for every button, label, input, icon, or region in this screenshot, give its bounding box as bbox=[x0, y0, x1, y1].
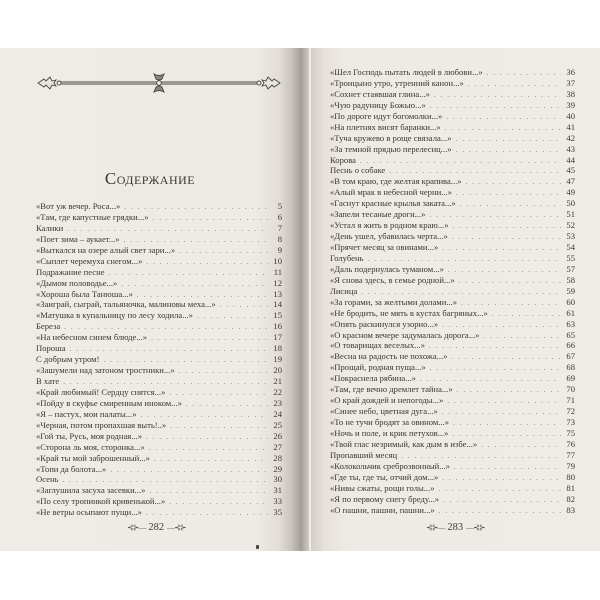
toc-entry-title: «Прячет месяц за овинами...» bbox=[330, 242, 439, 252]
folio-ornament-icon: —⊰⊱ bbox=[466, 523, 485, 532]
toc-entry bbox=[36, 398, 282, 409]
toc-entry bbox=[330, 319, 575, 330]
dot-leader bbox=[109, 268, 268, 279]
toc-entry-page: 25 bbox=[273, 419, 282, 430]
toc-entry-page: 30 bbox=[273, 474, 282, 485]
toc-entry bbox=[330, 67, 575, 78]
page-number: 283 bbox=[447, 522, 464, 533]
toc-entry-page: 40 bbox=[566, 110, 575, 121]
toc-entry bbox=[36, 289, 282, 300]
toc-entry-title: «Не бродить, не мять в кустах багряных...» bbox=[330, 307, 488, 318]
open-book bbox=[0, 48, 600, 551]
toc-entry-page: 79 bbox=[566, 460, 575, 471]
toc-entry bbox=[330, 231, 575, 242]
right-page bbox=[300, 48, 600, 551]
toc-entry-title: Подражание песне bbox=[36, 266, 105, 277]
toc-entry bbox=[36, 278, 282, 289]
toc-entry-title: «Край любимый! Сердцу снятся...» bbox=[36, 386, 166, 397]
toc-entry bbox=[330, 78, 575, 89]
toc-entry-title: «В том краю, где желтая крапива...» bbox=[330, 176, 462, 187]
decorative-divider-icon bbox=[36, 72, 282, 94]
toc-entry-title: «Край ты мой заброшенный...» bbox=[36, 452, 150, 463]
dot-leader bbox=[454, 462, 561, 473]
toc-entry-page: 68 bbox=[566, 362, 575, 373]
toc-entry bbox=[330, 176, 575, 187]
toc-entry-page: 17 bbox=[273, 332, 282, 343]
toc-entry bbox=[36, 507, 282, 518]
toc-entry-title: «Вот уж вечер. Роса...» bbox=[36, 201, 121, 211]
dot-leader bbox=[492, 309, 561, 320]
toc-entry bbox=[36, 223, 282, 234]
toc-entry bbox=[330, 198, 575, 209]
toc-entry-title: «За горами, за желтыми долами...» bbox=[330, 296, 458, 307]
toc-entry bbox=[36, 442, 282, 453]
toc-entry-page: 59 bbox=[566, 285, 575, 296]
toc-entry-title: «То не тучи бродят за овином...» bbox=[330, 417, 450, 427]
toc-entry-title: «Не ветры осыпают пущи...» bbox=[36, 507, 142, 518]
toc-entry-title: «Матушка в купальницу по лесу ходила...» bbox=[36, 310, 193, 321]
toc-entry bbox=[330, 384, 575, 395]
toc-entry-title: «Там, где капустные грядки...» bbox=[36, 211, 149, 222]
folio-ornament-icon: ⊰⊱— bbox=[426, 523, 445, 532]
toc-entry bbox=[330, 297, 575, 308]
toc-entry-page: 9 bbox=[277, 244, 282, 255]
dot-leader bbox=[179, 366, 268, 377]
toc-entry-page: 43 bbox=[566, 143, 575, 154]
toc-entry-title: «О товарищах веселых...» bbox=[330, 340, 425, 351]
toc-entry-page: 72 bbox=[566, 406, 575, 417]
toc-entry-page: 52 bbox=[566, 220, 575, 231]
left-page bbox=[0, 48, 300, 551]
toc-entry-title: Лисица bbox=[330, 285, 358, 296]
toc-entry-title: «Покраснела рябина...» bbox=[330, 373, 416, 384]
toc-entry-title: С добрым утром! bbox=[36, 354, 100, 365]
toc-entry bbox=[36, 365, 282, 376]
toc-entry-page: 15 bbox=[273, 310, 282, 321]
toc-entry bbox=[330, 111, 575, 122]
toc-entry-title: «Устал я жить в родном краю...» bbox=[330, 220, 449, 231]
dot-leader bbox=[459, 276, 561, 287]
toc-entry-page: 18 bbox=[273, 343, 282, 354]
toc-entry-page: 41 bbox=[566, 121, 575, 132]
dot-leader bbox=[453, 221, 561, 232]
toc-entry-page: 61 bbox=[566, 307, 575, 318]
toc-entry-title: «Ночь и поле, и крик петухов...» bbox=[330, 427, 449, 438]
dot-leader bbox=[452, 232, 561, 243]
toc-entry-title: «Колокольчик среброзвонный...» bbox=[330, 460, 450, 471]
toc-entry-page: 42 bbox=[566, 132, 575, 143]
toc-entry bbox=[330, 439, 575, 450]
toc-entry-page: 33 bbox=[273, 496, 282, 507]
dot-leader bbox=[456, 134, 561, 145]
toc-entry-title: «Там, где вечно дремлет тайна...» bbox=[330, 384, 453, 395]
dot-leader bbox=[110, 465, 268, 476]
toc-entry-title: «О пашни, пашни, пашни...» bbox=[330, 504, 435, 515]
toc-entry bbox=[36, 256, 282, 267]
toc-entry bbox=[330, 395, 575, 406]
toc-entry bbox=[330, 209, 575, 220]
toc-entry bbox=[36, 234, 282, 245]
toc-entry-page: 24 bbox=[273, 408, 282, 419]
toc-entry-page: 57 bbox=[566, 263, 575, 274]
toc-entry-page: 35 bbox=[273, 507, 282, 518]
dot-leader bbox=[457, 385, 561, 396]
dot-leader bbox=[481, 440, 561, 451]
toc-entry bbox=[36, 343, 282, 354]
toc-entry bbox=[330, 417, 575, 428]
dot-leader bbox=[429, 210, 561, 221]
dot-leader bbox=[197, 311, 268, 322]
folio-ornament-icon: —⊰⊱ bbox=[167, 523, 186, 532]
dot-leader bbox=[466, 177, 561, 188]
toc-entry-page: 63 bbox=[566, 318, 575, 329]
dot-leader bbox=[487, 68, 561, 79]
toc-entry-title: Голубень bbox=[330, 252, 364, 263]
toc-entry-page: 70 bbox=[566, 384, 575, 395]
toc-entry-title: «Зашумели над затоном тростники...» bbox=[36, 365, 175, 376]
dot-leader bbox=[451, 352, 561, 363]
dot-leader bbox=[179, 246, 268, 257]
dot-leader bbox=[149, 486, 268, 497]
toc-entry-title: «Даль подернулась туманом...» bbox=[330, 263, 444, 274]
toc-entry bbox=[330, 330, 575, 341]
dot-leader bbox=[429, 341, 561, 352]
toc-entry bbox=[36, 496, 282, 507]
page-number: 282 bbox=[148, 522, 165, 533]
dot-leader bbox=[453, 418, 561, 429]
toc-entry-title: «Хороша была Танюша...» bbox=[36, 288, 133, 299]
toc-entry-title: «Троицыно утро, утренний канон...» bbox=[330, 77, 464, 88]
toc-entry-page: 5 bbox=[277, 201, 282, 211]
toc-entry-title: «Топи да болота...» bbox=[36, 463, 107, 474]
dot-leader bbox=[430, 101, 561, 112]
toc-entry-page: 81 bbox=[566, 482, 575, 493]
toc-entry-title: Песнь о собаке bbox=[330, 165, 386, 176]
toc-entry bbox=[330, 340, 575, 351]
toc-entry bbox=[330, 428, 575, 439]
dot-leader bbox=[146, 508, 268, 519]
toc-entry-title: «Твой глас незримый, как дым в избе...» bbox=[330, 438, 478, 449]
toc-list-left bbox=[36, 201, 282, 518]
toc-entry bbox=[330, 155, 575, 166]
toc-entry-page: 82 bbox=[566, 493, 575, 504]
toc-entry bbox=[36, 409, 282, 420]
toc-entry bbox=[36, 464, 282, 475]
toc-entry bbox=[330, 100, 575, 111]
toc-entry-title: «О красном вечере задумалась дорога...» bbox=[330, 329, 480, 340]
toc-entry-page: 39 bbox=[566, 99, 575, 110]
toc-entry-title: «Запели тесаные дроги...» bbox=[330, 209, 426, 220]
toc-entry-page: 58 bbox=[566, 274, 575, 285]
toc-entry-title: «Туча кружево в роще связала...» bbox=[330, 132, 452, 143]
print-speck bbox=[256, 545, 259, 549]
toc-entry-page: 14 bbox=[273, 299, 282, 310]
dot-leader bbox=[149, 443, 268, 454]
toc-entry-title: «Дымом половодье...» bbox=[36, 277, 118, 288]
toc-entry-title: «Я по первому снегу бреду...» bbox=[330, 493, 440, 504]
toc-entry bbox=[36, 332, 282, 343]
toc-entry-page: 7 bbox=[277, 222, 282, 233]
toc-entry-page: 44 bbox=[566, 154, 575, 165]
toc-entry-title: Корова bbox=[330, 154, 356, 165]
toc-entry bbox=[36, 201, 282, 212]
toc-entry bbox=[330, 187, 575, 198]
dot-leader bbox=[439, 506, 561, 517]
toc-entry bbox=[330, 450, 575, 461]
toc-entry bbox=[330, 308, 575, 319]
toc-entry-title: «Я – пастух, мои палаты...» bbox=[36, 408, 137, 419]
toc-entry bbox=[36, 376, 282, 387]
toc-entry-title: «Сторона ль моя, сторонка...» bbox=[36, 441, 145, 452]
toc-entry-page: 65 bbox=[566, 329, 575, 340]
toc-list-right bbox=[330, 67, 575, 515]
toc-entry-page: 12 bbox=[273, 277, 282, 288]
toc-entry-page: 37 bbox=[566, 77, 575, 88]
toc-entry-page: 67 bbox=[566, 351, 575, 362]
toc-entry-page: 83 bbox=[566, 504, 575, 515]
toc-entry-page: 60 bbox=[566, 296, 575, 307]
toc-entry-page: 80 bbox=[566, 471, 575, 482]
toc-entry-title: Осень bbox=[36, 474, 59, 485]
dot-leader bbox=[445, 123, 561, 134]
toc-entry-title: «Выткался на озере алый свет зари...» bbox=[36, 244, 176, 255]
toc-entry-title: «На небесном синем блюде...» bbox=[36, 332, 148, 343]
toc-entry-page: 45 bbox=[566, 165, 575, 176]
toc-entry bbox=[36, 321, 282, 332]
dot-leader bbox=[146, 257, 268, 268]
dot-leader bbox=[456, 145, 561, 156]
dot-leader bbox=[146, 432, 268, 443]
toc-entry-page: 51 bbox=[566, 209, 575, 220]
dot-leader bbox=[154, 454, 268, 465]
folio-ornament-icon: ⊰⊱— bbox=[127, 523, 146, 532]
dot-leader bbox=[121, 279, 268, 290]
dot-leader bbox=[220, 300, 268, 311]
toc-entry-page: 10 bbox=[273, 255, 282, 266]
toc-entry bbox=[36, 431, 282, 442]
toc-entry bbox=[330, 406, 575, 417]
toc-entry-title: «Гой ты, Русь, моя родная...» bbox=[36, 430, 142, 441]
toc-entry bbox=[330, 253, 575, 264]
toc-entry bbox=[330, 122, 575, 133]
dot-leader bbox=[439, 484, 561, 495]
toc-entry-page: 53 bbox=[566, 231, 575, 242]
toc-entry bbox=[330, 362, 575, 373]
toc-entry-page: 69 bbox=[566, 373, 575, 384]
toc-entry-page: 27 bbox=[273, 441, 282, 452]
toc-entry bbox=[36, 267, 282, 278]
dot-leader bbox=[360, 156, 561, 167]
toc-entry-page: 75 bbox=[566, 427, 575, 438]
toc-entry bbox=[330, 242, 575, 253]
toc-entry-page: 36 bbox=[566, 67, 575, 77]
dot-leader bbox=[447, 396, 561, 407]
toc-entry-page: 54 bbox=[566, 242, 575, 252]
toc-entry-title: «Заиграй, сыграй, тальяночка, малиновы меха...» bbox=[36, 299, 216, 310]
dot-leader bbox=[169, 497, 268, 508]
toc-entry-title: «Где ты, где ты, отчий дом...» bbox=[330, 471, 439, 482]
toc-entry bbox=[330, 494, 575, 505]
toc-entry-title: «На плетнях висят баранки...» bbox=[330, 121, 441, 132]
toc-entry-title: «Прощай, родная пуща...» bbox=[330, 362, 426, 373]
dot-leader bbox=[446, 112, 561, 123]
toc-entry bbox=[330, 264, 575, 275]
toc-entry-page: 55 bbox=[566, 252, 575, 263]
toc-entry-page: 49 bbox=[566, 187, 575, 198]
toc-entry-page: 26 bbox=[273, 430, 282, 441]
toc-entry bbox=[330, 89, 575, 100]
toc-entry bbox=[330, 373, 575, 384]
dot-leader bbox=[483, 331, 561, 342]
toc-entry-page: 47 bbox=[566, 176, 575, 187]
toc-entry bbox=[36, 474, 282, 485]
toc-entry-title: «Я снова здесь, в семье родной...» bbox=[330, 274, 455, 285]
toc-entry bbox=[330, 165, 575, 176]
toc-entry bbox=[330, 483, 575, 494]
toc-entry-title: В хате bbox=[36, 376, 60, 386]
toc-entry bbox=[330, 133, 575, 144]
toc-entry-title: «О край дождей и непогоды...» bbox=[330, 395, 444, 406]
toc-entry-page: 23 bbox=[273, 397, 282, 408]
toc-entry-title: Калики bbox=[36, 222, 64, 233]
toc-entry-title: «Сохнет стаявшая глина...» bbox=[330, 88, 430, 99]
toc-entry-title: «Заглушила засуха засевки...» bbox=[36, 485, 146, 496]
toc-entry-title: «Чую радуницу Божью...» bbox=[330, 99, 426, 110]
dot-leader bbox=[442, 473, 561, 484]
toc-entry-page: 50 bbox=[566, 198, 575, 209]
toc-entry-title: «Пойду в скуфье смиренным иноком...» bbox=[36, 397, 182, 408]
toc-entry-title: «День ушел, убавилась черта...» bbox=[330, 231, 448, 242]
toc-entry-title: «Сыплет черемуха снегом...» bbox=[36, 255, 143, 266]
toc-entry-page: 8 bbox=[277, 233, 282, 244]
toc-entry bbox=[330, 144, 575, 155]
toc-entry-title: «Синее небо, цветная дуга...» bbox=[330, 406, 438, 417]
dot-leader bbox=[170, 421, 268, 432]
toc-entry-page: 6 bbox=[277, 211, 282, 222]
dot-leader bbox=[468, 79, 561, 90]
toc-entry-page: 22 bbox=[273, 386, 282, 397]
toc-entry-title: «Гаснут красные крылья заката...» bbox=[330, 198, 456, 209]
toc-entry-page: 38 bbox=[566, 88, 575, 99]
dot-leader bbox=[448, 265, 561, 276]
toc-entry bbox=[330, 472, 575, 483]
toc-entry-page: 76 bbox=[566, 438, 575, 449]
toc-entry-title: «Нивы сжаты, рощи голы...» bbox=[330, 482, 435, 493]
toc-entry-page: 20 bbox=[273, 365, 282, 376]
dot-leader bbox=[442, 243, 561, 254]
toc-entry-page: 31 bbox=[273, 485, 282, 496]
toc-entry bbox=[36, 212, 282, 223]
toc-entry-page: 21 bbox=[273, 376, 282, 386]
page-title: Содержание bbox=[104, 169, 196, 188]
dot-leader bbox=[443, 495, 561, 506]
toc-entry bbox=[330, 461, 575, 472]
toc-entry-title: «Алый мрак в небесной черни...» bbox=[330, 187, 452, 198]
book-spine-gutter bbox=[309, 48, 311, 551]
toc-entry-page: 73 bbox=[566, 417, 575, 427]
toc-entry bbox=[330, 351, 575, 362]
toc-entry-page: 28 bbox=[273, 452, 282, 463]
toc-entry-title: «Весна на радость не похожа...» bbox=[330, 351, 448, 362]
toc-entry-title: «За темной прядью перелесиц...» bbox=[330, 143, 452, 154]
toc-entry bbox=[36, 245, 282, 256]
dot-leader bbox=[186, 399, 268, 410]
toc-entry-page: 66 bbox=[566, 340, 575, 351]
toc-entry-page: 77 bbox=[566, 449, 575, 460]
toc-entry bbox=[330, 220, 575, 231]
dot-leader bbox=[460, 199, 561, 210]
page-number-footer bbox=[127, 522, 186, 533]
toc-entry-title: Береза bbox=[36, 321, 61, 332]
toc-entry bbox=[36, 299, 282, 310]
toc-entry bbox=[36, 453, 282, 464]
toc-entry-page: 13 bbox=[273, 288, 282, 299]
toc-entry bbox=[330, 505, 575, 516]
toc-entry-title: «По селу тропинкой кривенькой...» bbox=[36, 496, 166, 507]
toc-entry-title: «Поет зима – аукает...» bbox=[36, 233, 120, 244]
toc-entry bbox=[36, 310, 282, 321]
toc-entry-title: «По дороге идут богомолки...» bbox=[330, 110, 443, 121]
dot-leader bbox=[434, 90, 561, 101]
toc-entry bbox=[330, 286, 575, 297]
toc-entry bbox=[330, 275, 575, 286]
toc-entry-title: «Черная, потом пропахшая выть!..» bbox=[36, 419, 167, 430]
page-number-footer bbox=[426, 522, 485, 533]
toc-entry bbox=[36, 354, 282, 365]
dot-leader bbox=[169, 388, 268, 399]
dot-leader bbox=[430, 363, 561, 374]
toc-entry-page: 16 bbox=[273, 321, 282, 332]
toc-entry-title: «Опять раскинулся узорно...» bbox=[330, 318, 439, 329]
toc-entry-title: Пороша bbox=[36, 343, 66, 354]
toc-entry-page: 19 bbox=[273, 354, 282, 365]
toc-entry-page: 11 bbox=[273, 266, 282, 277]
toc-entry bbox=[36, 387, 282, 398]
toc-entry bbox=[36, 420, 282, 431]
toc-entry-title: «Шел Господь пытать людей в любови...» bbox=[330, 67, 483, 77]
toc-entry bbox=[36, 485, 282, 496]
dot-leader bbox=[456, 188, 561, 199]
dot-leader bbox=[442, 407, 561, 418]
dot-leader bbox=[151, 333, 268, 344]
toc-entry-page: 29 bbox=[273, 463, 282, 474]
toc-entry-title: Пропавший месяц bbox=[330, 449, 398, 460]
dot-leader bbox=[153, 213, 268, 224]
toc-entry-page: 71 bbox=[566, 395, 575, 406]
